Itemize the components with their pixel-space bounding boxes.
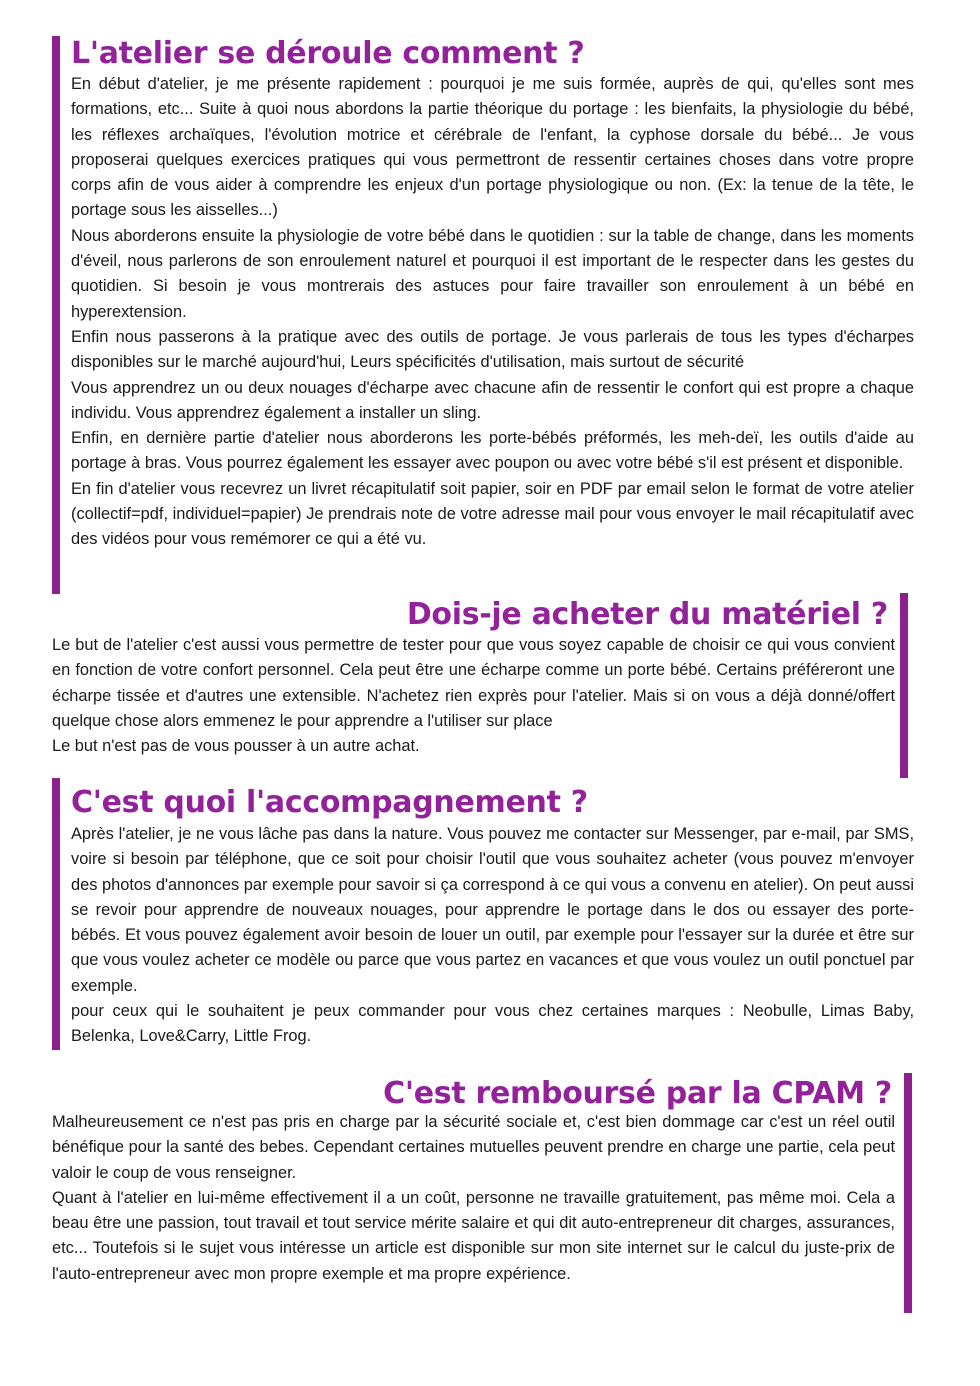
section-title: C'est remboursé par la CPAM ? [383, 1076, 892, 1111]
section-body [71, 822, 914, 1050]
section-materiel [52, 593, 908, 778]
section-title: Dois-je acheter du matériel ? [406, 597, 888, 632]
section-body [52, 633, 895, 759]
paragraph: En fin d'atelier vous recevrez un livret récapitulatif soit papier, soir en PDF par email selon le format de votre atelier (collectif=pdf, individuel=papier) Je prendrais note de votre adresse mail pour vous envoyer le mail récapitulatif avec des vidéos pour vous remémorer ce qui a été vu. [71, 479, 914, 549]
paragraph: Enfin, en dernière partie d'atelier nous aborderons les porte-bébés préformés, les meh-deï, les outils d'aide au portage à bras. Vous pourrez également les essayer avec poupon ou avec votre bébé s'il est présent et disponible. [71, 429, 914, 473]
paragraph: Malheureusement ce n'est pas pris en charge par la sécurité sociale et, c'est bien dommage car c'est un réel outil bénéfique pour la santé des bebes. Cependant certaines mutuelles peuvent prendre en charge une partie, cela peut valoir le coup de vous renseigner. [52, 1113, 895, 1182]
paragraph: Quant à l'atelier en lui-même effectivement il a un coût, personne ne travaille gratuitement, pas même moi. Cela a beau être une passion, tout travail et tout service mérite salaire et qui dit auto-entrepreneur dit charges, assurances, etc... Toutefois si le sujet vous intéresse un article est disponible sur mon site internet sur le calcul du juste-prix de l'auto-entrepreneur avec mon propre exemple et ma propre expérience. [52, 1188, 895, 1283]
paragraph: En début d'atelier, je me présente rapidement : pourquoi je me suis formée, auprès de qui, qu'elles sont mes formations, etc... Suite à quoi nous abordons la partie théorique du portage : les bienfaits, la physiologie du bébé, les réflexes archaïques, l'évolution motrice et cérébrale de l'enfant, la cyphose dorsale du bébé... Je vous proposerai quelques exercices pratiques qui vous permettront de ressentir certaines choses dans votre propre corps afin de vous aider à comprendre les enjeux d'un portage physiologique ou non. (Ex: la tenue de la tête, le portage sous les aisselles...) [71, 75, 914, 220]
section-title: C'est quoi l'accompagnement ? [71, 785, 588, 820]
paragraph: Le but n'est pas de vous pousser à un autre achat. [52, 737, 420, 756]
accent-bar-left [52, 36, 60, 594]
section-body [52, 1110, 895, 1287]
paragraph: Enfin nous passerons à la pratique avec des outils de portage. Je vous parlerais de tous les types d'écharpes disponibles sur le marché aujourd'hui, Leurs spécificités d'utilisation, mais surtout de sécurité [71, 327, 914, 372]
accent-bar-right [904, 1073, 912, 1313]
section-accompagnement [52, 778, 918, 1050]
accent-bar-left [52, 778, 60, 1050]
paragraph: pour ceux qui le souhaitent je peux commander pour vous chez certaines marques : Neobulle, Limas Baby, Belenka, Love&Carry, Little Frog. [71, 1002, 914, 1046]
section-title: L'atelier se déroule comment ? [71, 36, 585, 71]
section-cpam [52, 1073, 912, 1313]
section-body [71, 72, 914, 553]
accent-bar-right [900, 593, 908, 778]
paragraph: Le but de l'atelier c'est aussi vous permettre de tester pour que vous soyez capable de choisir ce qui vous convient en fonction de votre confort personnel. Cela peut être une écharpe comme un porte bébé. Certains préféreront une écharpe tissée et d'autres une extensible. N'achetez rien exprès pour l'atelier. Mais si on vous a déjà donné/offert quelque chose alors emmenez le pour apprendre a l'utiliser sur place [52, 636, 895, 730]
paragraph: Après l'atelier, je ne vous lâche pas dans la nature. Vous pouvez me contacter sur Messenger, par e-mail, par SMS, voire si besoin par téléphone, que ce soit pour choisir l'outil que vous souhaitez acheter (vous pouvez m'envoyer des photos d'annonces par exemple pour savoir si ça correspond à ce qui vous a convenu en atelier). On peut aussi se revoir pour apprendre de nouveaux nouages, pour apprendre le portage dans le dos ou essayer des porte-bébés. Et vous pouvez également avoir besoin de louer un outil, par exemple pour l'essayer sur la durée et être sur que vous voulez acheter ce modèle ou parce que vous partez en vacances et que vous voulez un outil ponctuel par exemple. [71, 825, 914, 995]
section-atelier [52, 36, 918, 594]
paragraph: Nous aborderons ensuite la physiologie de votre bébé dans le quotidien : sur la table de change, dans les moments d'éveil, nous parlerons de son enroulement naturel et pourquoi il est important de le respecter dans les gestes du quotidien. Si besoin je vous montrerais des astuces pour faire travailler son enroulement à un bébé en hyperextension. [71, 226, 914, 321]
paragraph: Vous apprendrez un ou deux nouages d'écharpe avec chacune afin de ressentir le confort qui est propre a chaque individu. Vous apprendrez également a installer un sling. [71, 378, 914, 422]
